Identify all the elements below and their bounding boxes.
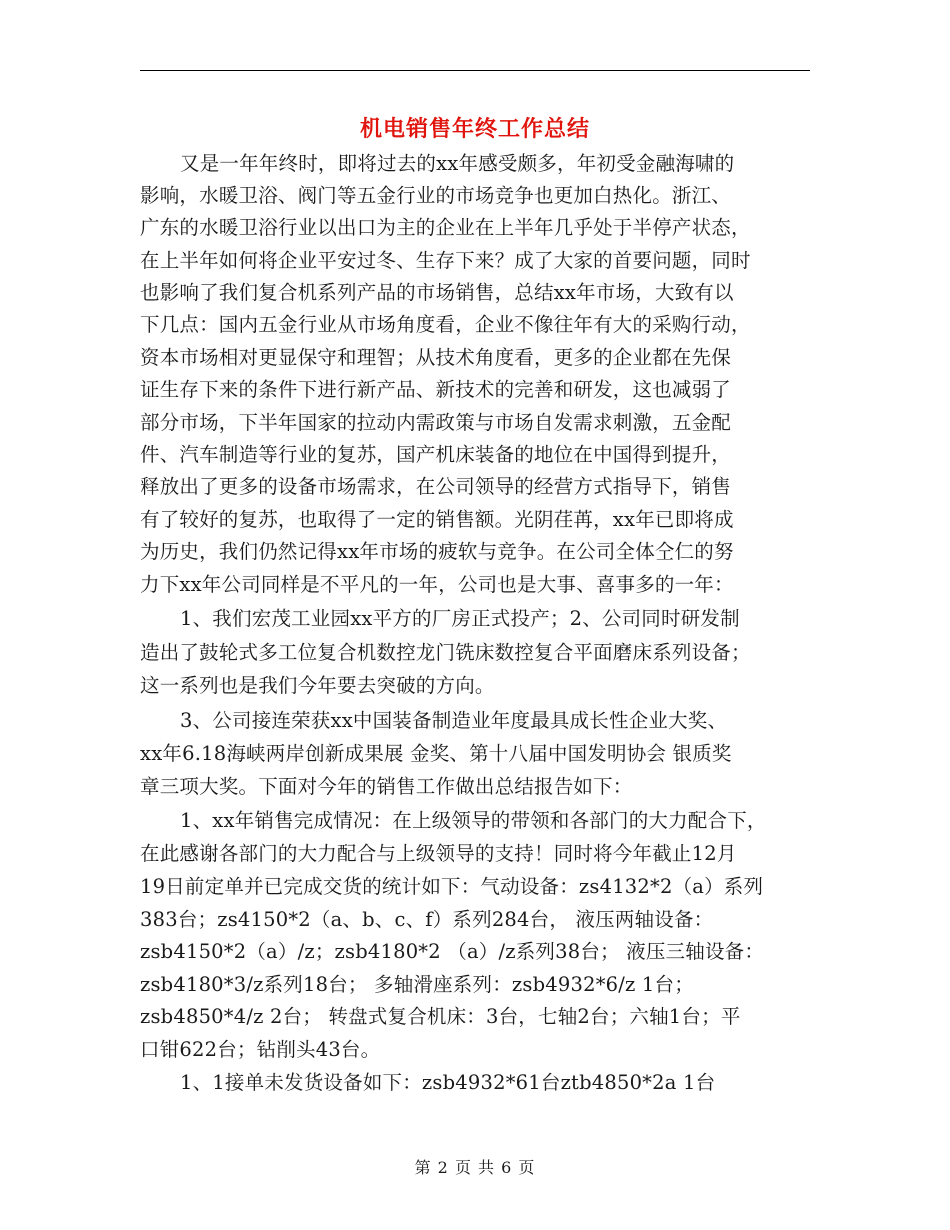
body-line: 力下xx年公司同样是不平凡的一年，公司也是大事、喜事多的一年：: [140, 573, 734, 596]
body-line: xx年6.18海峡两岸创新成果展 金奖、第十八届中国发明协会 银质奖: [140, 742, 732, 765]
body-line: 383台；zs4150*2（a、b、c、f）系列284台， 液压两轴设备：: [140, 908, 714, 931]
body-line: 在此感谢各部门的大力配合与上级领导的支持！同时将今年截止12月: [140, 842, 737, 865]
body-line: zsb4180*3/z系列18台； 多轴滑座系列：zsb4932*6/z 1台；: [140, 973, 694, 996]
body-line: 资本市场相对更显保守和理智；从技术角度看，更多的企业都在先保: [140, 346, 732, 369]
document-title: 机电销售年终工作总结: [359, 116, 590, 142]
body-line: 影响，水暖卫浴、阀门等五金行业的市场竞争也更加白热化。浙江、: [140, 184, 732, 207]
body-line: 19日前定单并已完成交货的统计如下：气动设备：zs4132*2（a）系列: [140, 875, 764, 898]
body-line: 释放出了更多的设备市场需求，在公司领导的经营方式指导下，销售: [140, 475, 732, 498]
body-line: zsb4850*4/z 2台； 转盘式复合机床：3台，七轴2台；六轴1台；平: [140, 1005, 741, 1028]
page-footer: 第 2 页 共 6 页: [414, 1158, 536, 1177]
body-line: 广东的水暖卫浴行业以出口为主的企业在上半年几乎处于半停产状态，: [140, 216, 751, 239]
body-line: zsb4150*2（a）/z；zsb4180*2 （a）/z系列38台； 液压三轴设备：: [140, 940, 765, 963]
header-rule: [140, 70, 810, 71]
body-line: 下几点：国内五金行业从市场角度看，企业不像往年有大的采购行动，: [140, 313, 751, 336]
body-line: 口钳622台；钻削头43台。: [140, 1038, 381, 1061]
body-line: 部分市场，下半年国家的拉动内需政策与市场自发需求刺激，五金配: [140, 411, 732, 434]
body-line: 1、1接单未发货设备如下：zsb4932*61台ztb4850*2a 1台: [180, 1071, 716, 1094]
body-line: 也影响了我们复合机系列产品的市场销售，总结xx年市场，大致有以: [140, 281, 734, 304]
body-line: 章三项大奖。下面对今年的销售工作做出总结报告如下：: [140, 775, 633, 798]
body-line: 为历史，我们仍然记得xx年市场的疲软与竞争。在公司全体仝仁的努: [140, 540, 734, 563]
body-line: 3、公司接连荣获xx中国装备制造业年度最具成长性企业大奖、: [180, 709, 728, 732]
body-line: 这一系列也是我们今年要去突破的方向。: [140, 674, 495, 697]
body-line: 又是一年年终时，即将过去的xx年感受颇多，年初受金融海啸的: [180, 152, 735, 175]
body-line: 有了较好的复苏，也取得了一定的销售额。光阴荏苒，xx年已即将成: [140, 508, 734, 531]
body-line: 1、我们宏茂工业园xx平方的厂房正式投产；2、公司同时研发制: [180, 607, 740, 630]
body-line: 1、xx年销售完成情况：在上级领导的带领和各部门的大力配合下，: [180, 809, 767, 832]
body-line: 证生存下来的条件下进行新产品、新技术的完善和研发，这也减弱了: [140, 378, 732, 401]
body-line: 在上半年如何将企业平安过冬、生存下来？成了大家的首要问题，同时: [140, 249, 751, 272]
body-line: 造出了鼓轮式多工位复合机数控龙门铣床数控复合平面磨床系列设备；: [140, 641, 751, 664]
body-line: 件、汽车制造等行业的复苏，国产机床装备的地位在中国得到提升，: [140, 443, 732, 466]
